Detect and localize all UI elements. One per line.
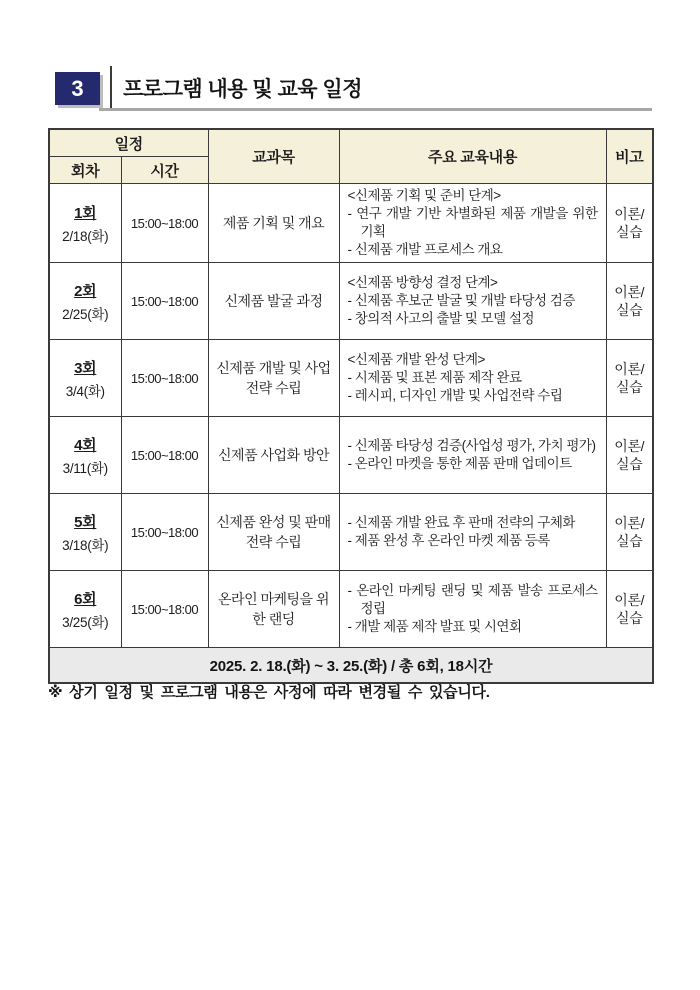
session-date: 3/25(화) [62,614,109,630]
note-cell [606,184,653,263]
note-line: 실습 [616,379,643,395]
session-date: 3/4(화) [65,383,105,399]
header-time: 시간 [121,157,208,184]
title-underline [99,108,652,111]
content-stage: <신제품 기획 및 준비 단계> [347,188,501,203]
note-line: 이론/ [614,438,645,454]
note-line: 이론/ [614,206,645,222]
table-row [49,184,653,263]
session-number: 3회 [74,359,97,377]
content-bullet: - 레시피, 디자인 개발 및 사업전략 수립 [347,388,563,403]
note-line: 이론/ [614,361,645,377]
table-row [49,340,653,417]
subject-cell: 신제품 완성 및 판매 전략 수립 [208,494,339,571]
session-number: 1회 [74,204,97,222]
content-bullet: - 신제품 타당성 검증(사업성 평가, 가치 평가) [347,438,596,453]
header-session: 회차 [49,157,121,184]
subject-cell: 제품 기획 및 개요 [208,184,339,263]
session-number: 6회 [74,590,97,608]
note-cell [606,417,653,494]
content-cell [339,263,606,340]
session-date: 3/11(화) [62,460,108,476]
header-content: 주요 교육내용 [339,129,606,184]
content-cell [339,494,606,571]
session-cell [49,340,121,417]
summary-row [49,648,653,684]
table-row [49,494,653,571]
note-line: 이론/ [614,284,645,300]
content-cell [339,340,606,417]
note-line: 실습 [616,533,643,549]
session-cell [49,494,121,571]
note-cell [606,571,653,648]
content-bullet: - 신제품 개발 완료 후 판매 전략의 구체화 [347,515,575,530]
session-cell [49,571,121,648]
subject-cell: 신제품 개발 및 사업전략 수립 [208,340,339,417]
subject-cell: 온라인 마케팅을 위한 랜딩 [208,571,339,648]
content-bullet: - 시제품 및 표본 제품 제작 완료 [347,370,522,385]
session-cell [49,184,121,263]
session-date: 2/18(화) [62,228,109,244]
content-bullet: - 창의적 사고의 출발 및 모델 설정 [347,311,535,326]
note-line: 이론/ [614,515,645,531]
time-cell: 15:00~18:00 [121,340,208,417]
schedule-table-header [49,129,653,184]
table-row [49,263,653,340]
note-cell [606,340,653,417]
schedule-summary: 2025. 2. 18.(화) ~ 3. 25.(화) / 총 6회, 18시간 [49,648,653,684]
time-cell: 15:00~18:00 [121,571,208,648]
footnote: ※ 상기 일정 및 프로그램 내용은 사정에 따라 변경될 수 있습니다. [48,684,490,701]
header-schedule: 일정 [49,129,208,157]
session-date: 2/25(화) [62,306,109,322]
header-subject: 교과목 [208,129,339,184]
subject-cell: 신제품 사업화 방안 [208,417,339,494]
session-number: 2회 [74,282,97,300]
content-bullet: - 온라인 마켓을 통한 제품 판매 업데이트 [347,456,572,471]
time-cell: 15:00~18:00 [121,184,208,263]
session-number: 5회 [74,513,97,531]
table-row [49,571,653,648]
session-cell [49,263,121,340]
note-cell [606,263,653,340]
schedule-table-body [49,184,653,648]
content-bullet: - 온라인 마케팅 랜딩 및 제품 발송 프로세스 정립 [347,583,598,616]
content-bullet: - 개발 제품 제작 발표 및 시연회 [347,619,522,634]
table-row [49,417,653,494]
page-title: 프로그램 내용 및 교육 일정 [123,78,362,101]
note-cell [606,494,653,571]
note-line: 실습 [616,302,643,318]
section-divider-line [110,66,112,110]
session-cell [49,417,121,494]
session-date: 3/18(화) [62,537,109,553]
note-line: 실습 [616,610,643,626]
content-cell [339,417,606,494]
content-stage: <신제품 방향성 결정 단계> [347,275,498,290]
time-cell: 15:00~18:00 [121,263,208,340]
schedule-table-footer [49,648,653,684]
content-bullet: - 제품 완성 후 온라인 마켓 제품 등록 [347,533,550,548]
time-cell: 15:00~18:00 [121,494,208,571]
content-bullet: - 연구 개발 기반 차별화된 제품 개발을 위한 기획 [347,206,598,239]
note-line: 이론/ [614,592,645,608]
content-bullet: - 신제품 개발 프로세스 개요 [347,242,503,257]
subject-cell: 신제품 발굴 과정 [208,263,339,340]
note-line: 실습 [616,224,643,240]
header-note: 비고 [606,129,653,184]
session-number: 4회 [74,436,97,454]
schedule-table [48,128,654,684]
note-line: 실습 [616,456,643,472]
content-cell [339,571,606,648]
content-stage: <신제품 개발 완성 단계> [347,352,485,367]
header-row-top [49,129,653,157]
time-cell: 15:00~18:00 [121,417,208,494]
content-bullet: - 신제품 후보군 발굴 및 개발 타당성 검증 [347,293,575,308]
content-cell [339,184,606,263]
section-number-badge: 3 [55,72,100,105]
